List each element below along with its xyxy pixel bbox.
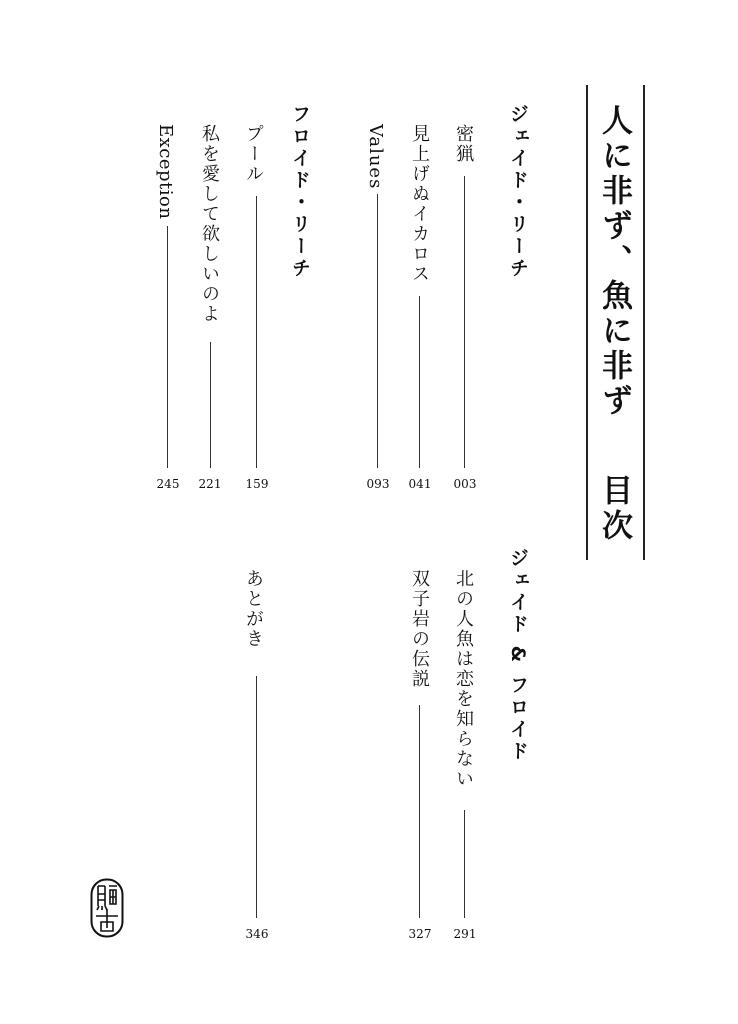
title-rule-left <box>586 85 588 560</box>
toc-entry-title[interactable]: 双子岩の伝説 <box>409 569 430 689</box>
toc-entry-page: 245 <box>156 477 180 491</box>
toc-entry-title[interactable]: あとがき <box>243 569 264 649</box>
toc-entry-title[interactable]: プール <box>243 124 264 184</box>
toc-entry-page: 346 <box>245 927 269 941</box>
toc-entry-title[interactable]: Values <box>365 124 386 190</box>
toc-entry-title[interactable]: 北の人魚は恋を知らない <box>453 569 474 789</box>
toc-entry-page: 327 <box>408 927 432 941</box>
toc-leader <box>419 705 420 918</box>
toc-leader <box>256 196 257 468</box>
toc-entry-title[interactable]: Exception <box>155 124 176 220</box>
title-toc: 目次 <box>596 474 632 544</box>
title-rule-right <box>643 85 645 560</box>
page-title <box>596 104 632 544</box>
toc-leader <box>464 176 465 468</box>
toc-leader <box>377 194 378 468</box>
toc-entry-page: 221 <box>198 477 222 491</box>
toc-leader <box>464 810 465 918</box>
toc-entry-page: 093 <box>366 477 390 491</box>
toc-leader <box>167 226 168 468</box>
toc-entry-page: 041 <box>408 477 432 491</box>
toc-leader <box>419 296 420 468</box>
section-heading-jade-and-floyd: ジェイド & フロイド <box>507 548 529 763</box>
toc-entry-title[interactable]: 見上げぬイカロス <box>409 124 430 284</box>
section-heading-jade: ジェイド・リーチ <box>507 104 529 280</box>
toc-entry-page: 003 <box>453 477 477 491</box>
toc-entry-page: 291 <box>453 927 477 941</box>
toc-leader <box>210 342 211 468</box>
toc-entry-title[interactable]: 密猟 <box>453 124 474 164</box>
title-main: 人に非ず、魚に非ず <box>596 104 632 419</box>
toc-entry-title[interactable]: 私を愛して欲しいのよ <box>199 124 220 324</box>
section-heading-floyd: フロイド・リーチ <box>289 104 311 280</box>
publisher-seal-logo <box>90 878 124 938</box>
toc-leader <box>256 676 257 918</box>
toc-entry-page: 159 <box>245 477 269 491</box>
